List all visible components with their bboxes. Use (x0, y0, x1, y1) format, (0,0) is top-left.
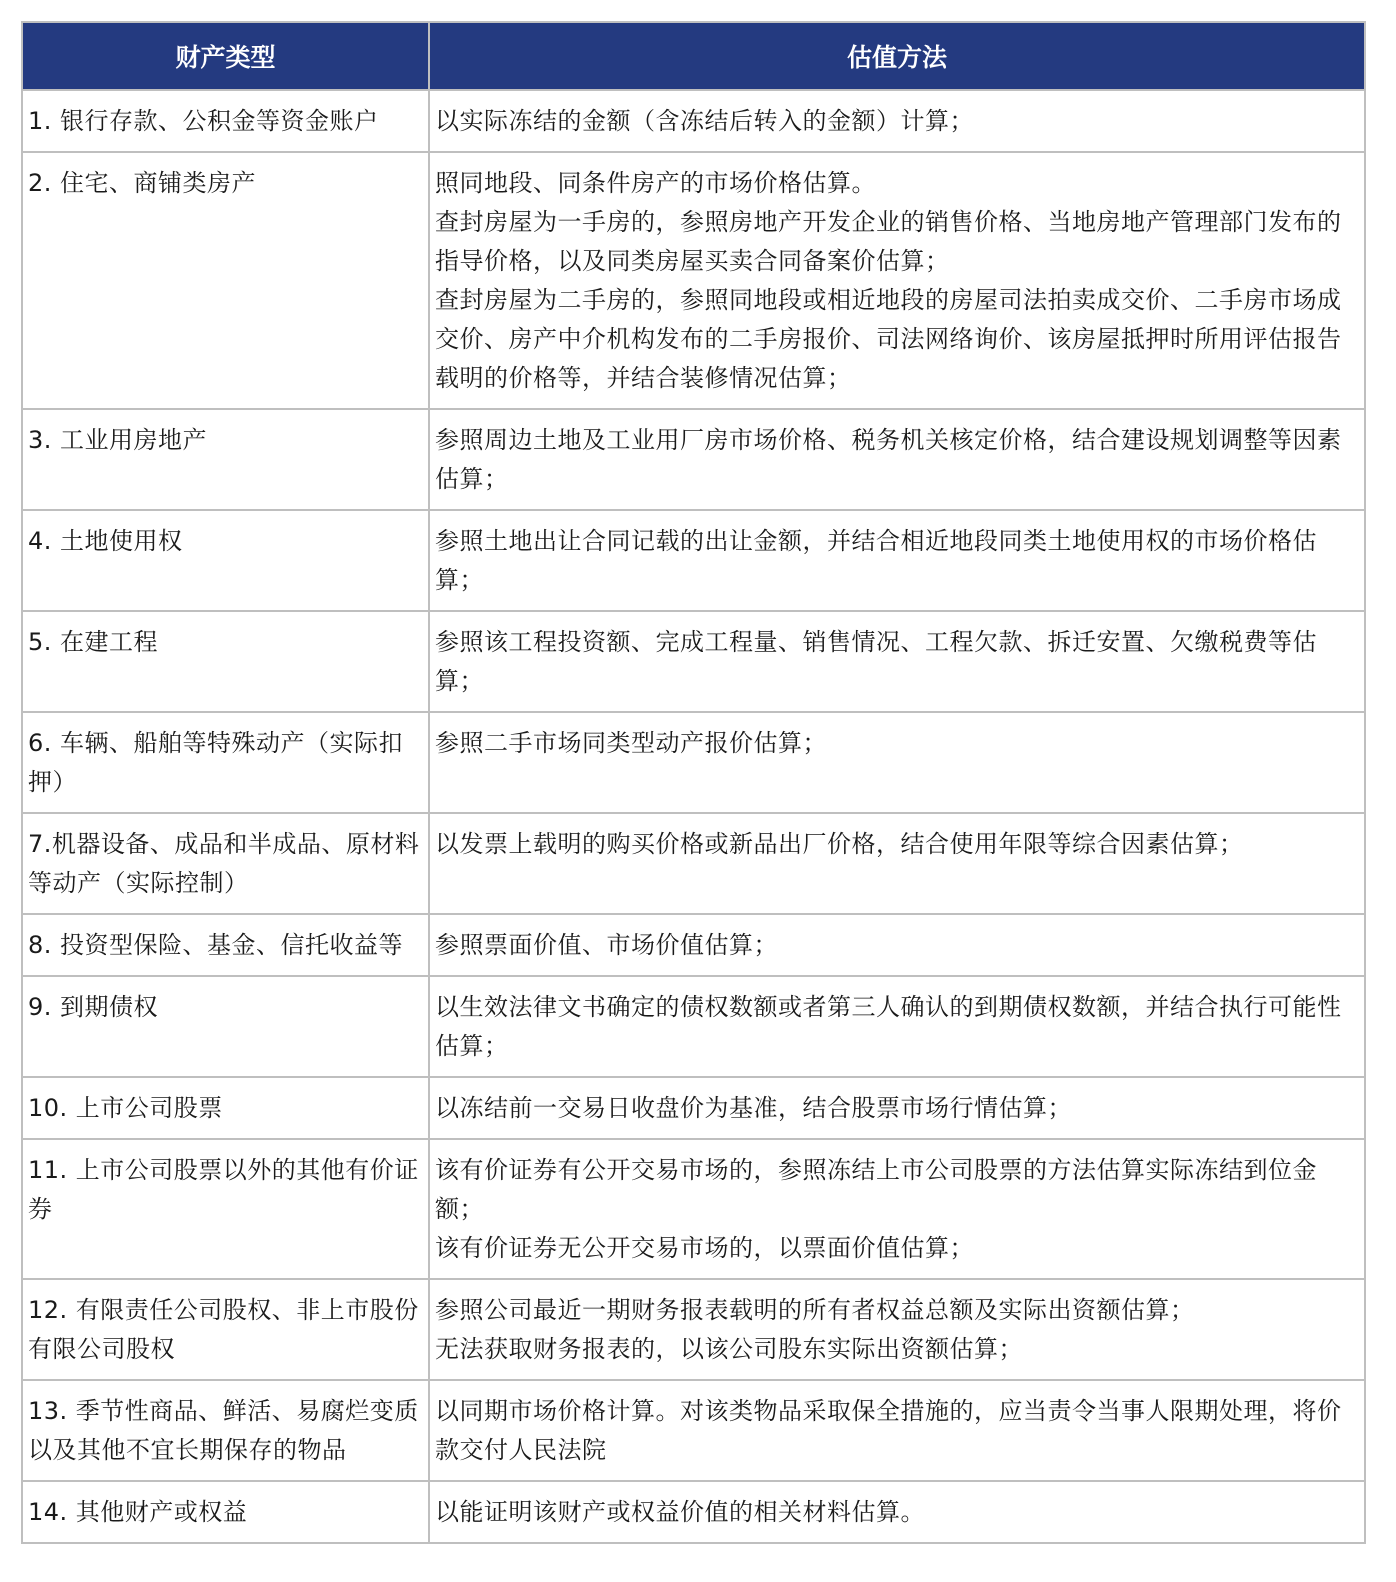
valuation-method-text: 该有价证券有公开交易市场的，参照冻结上市公司股票的方法估算实际冻结到位金额； (435, 1156, 1317, 1223)
property-type-cell: 8. 投资型保险、基金、信托收益等 (22, 914, 429, 976)
property-type-cell: 10. 上市公司股票 (22, 1077, 429, 1139)
valuation-method-text: 参照公司最近一期财务报表载明的所有者权益总额及实际出资额估算； (435, 1296, 1195, 1324)
valuation-method-text: 参照二手市场同类型动产报价估算； (435, 729, 827, 757)
property-type-cell: 12. 有限责任公司股权、非上市股份有限公司股权 (22, 1279, 429, 1380)
valuation-method-text: 该有价证券无公开交易市场的，以票面价值估算； (435, 1234, 974, 1262)
table-row (22, 1481, 1365, 1543)
valuation-table (21, 21, 1366, 1544)
property-type-cell: 7.机器设备、成品和半成品、原材料等动产（实际控制） (22, 813, 429, 914)
valuation-method-text: 以同期市场价格计算。对该类物品采取保全措施的，应当责令当事人限期处理，将价款交付人民法院 (435, 1397, 1342, 1464)
valuation-method-text: 以生效法律文书确定的债权数额或者第三人确认的到期债权数额，并结合执行可能性估算； (435, 993, 1342, 1060)
valuation-method-cell (429, 1139, 1365, 1279)
valuation-method-text: 参照周边土地及工业用厂房市场价格、税务机关核定价格，结合建设规划调整等因素估算； (435, 426, 1342, 493)
valuation-method-cell (429, 409, 1365, 510)
valuation-method-cell (429, 611, 1365, 712)
property-type-cell: 2. 住宅、商铺类房产 (22, 152, 429, 409)
valuation-method-text: 以能证明该财产或权益价值的相关材料估算。 (435, 1498, 925, 1526)
table-row (22, 409, 1365, 510)
valuation-method-cell (429, 510, 1365, 611)
valuation-method-cell (429, 152, 1365, 409)
valuation-method-cell (429, 90, 1365, 152)
valuation-method-cell (429, 914, 1365, 976)
property-type-cell: 9. 到期债权 (22, 976, 429, 1077)
valuation-method-text: 照同地段、同条件房产的市场价格估算。 (435, 169, 876, 197)
valuation-method-text: 无法获取财务报表的，以该公司股东实际出资额估算； (435, 1335, 1023, 1363)
valuation-method-cell (429, 813, 1365, 914)
header-valuation-method: 估值方法 (429, 22, 1365, 90)
valuation-method-text: 以发票上载明的购买价格或新品出厂价格，结合使用年限等综合因素估算； (435, 830, 1244, 858)
property-type-cell: 4. 土地使用权 (22, 510, 429, 611)
header-property-type: 财产类型 (22, 22, 429, 90)
valuation-method-text: 查封房屋为二手房的，参照同地段或相近地段的房屋司法拍卖成交价、二手房市场成交价、房产中介机构发布的二手房报价、司法网络询价、该房屋抵押时所用评估报告载明的价格等，并结合装修情况估算； (435, 286, 1342, 392)
table-row (22, 1380, 1365, 1481)
table-row (22, 152, 1365, 409)
table-row (22, 510, 1365, 611)
valuation-method-cell (429, 1380, 1365, 1481)
property-type-cell: 5. 在建工程 (22, 611, 429, 712)
table-row (22, 611, 1365, 712)
table-body (22, 90, 1365, 1543)
property-type-cell: 1. 银行存款、公积金等资金账户 (22, 90, 429, 152)
valuation-method-cell (429, 1481, 1365, 1543)
valuation-table-container (21, 21, 1364, 1544)
table-row (22, 1077, 1365, 1139)
property-type-cell: 13. 季节性商品、鲜活、易腐烂变质以及其他不宜长期保存的物品 (22, 1380, 429, 1481)
table-row (22, 976, 1365, 1077)
property-type-cell: 14. 其他财产或权益 (22, 1481, 429, 1543)
table-row (22, 90, 1365, 152)
table-row (22, 914, 1365, 976)
valuation-method-cell (429, 976, 1365, 1077)
property-type-cell: 6. 车辆、船舶等特殊动产（实际扣押） (22, 712, 429, 813)
valuation-method-text: 以冻结前一交易日收盘价为基准，结合股票市场行情估算； (435, 1094, 1072, 1122)
valuation-method-text: 参照土地出让合同记载的出让金额，并结合相近地段同类土地使用权的市场价格估算； (435, 527, 1317, 594)
table-row (22, 1279, 1365, 1380)
valuation-method-text: 查封房屋为一手房的，参照房地产开发企业的销售价格、当地房地产管理部门发布的指导价格，以及同类房屋买卖合同备案价估算； (435, 208, 1342, 275)
table-row (22, 813, 1365, 914)
valuation-method-text: 以实际冻结的金额（含冻结后转入的金额）计算； (435, 107, 974, 135)
valuation-method-cell (429, 712, 1365, 813)
table-header-row (22, 22, 1365, 90)
valuation-method-cell (429, 1077, 1365, 1139)
property-type-cell: 11. 上市公司股票以外的其他有价证券 (22, 1139, 429, 1279)
property-type-cell: 3. 工业用房地产 (22, 409, 429, 510)
valuation-method-text: 参照该工程投资额、完成工程量、销售情况、工程欠款、拆迁安置、欠缴税费等估算； (435, 628, 1317, 695)
table-row (22, 712, 1365, 813)
valuation-method-text: 参照票面价值、市场价值估算； (435, 931, 778, 959)
valuation-method-cell (429, 1279, 1365, 1380)
table-row (22, 1139, 1365, 1279)
